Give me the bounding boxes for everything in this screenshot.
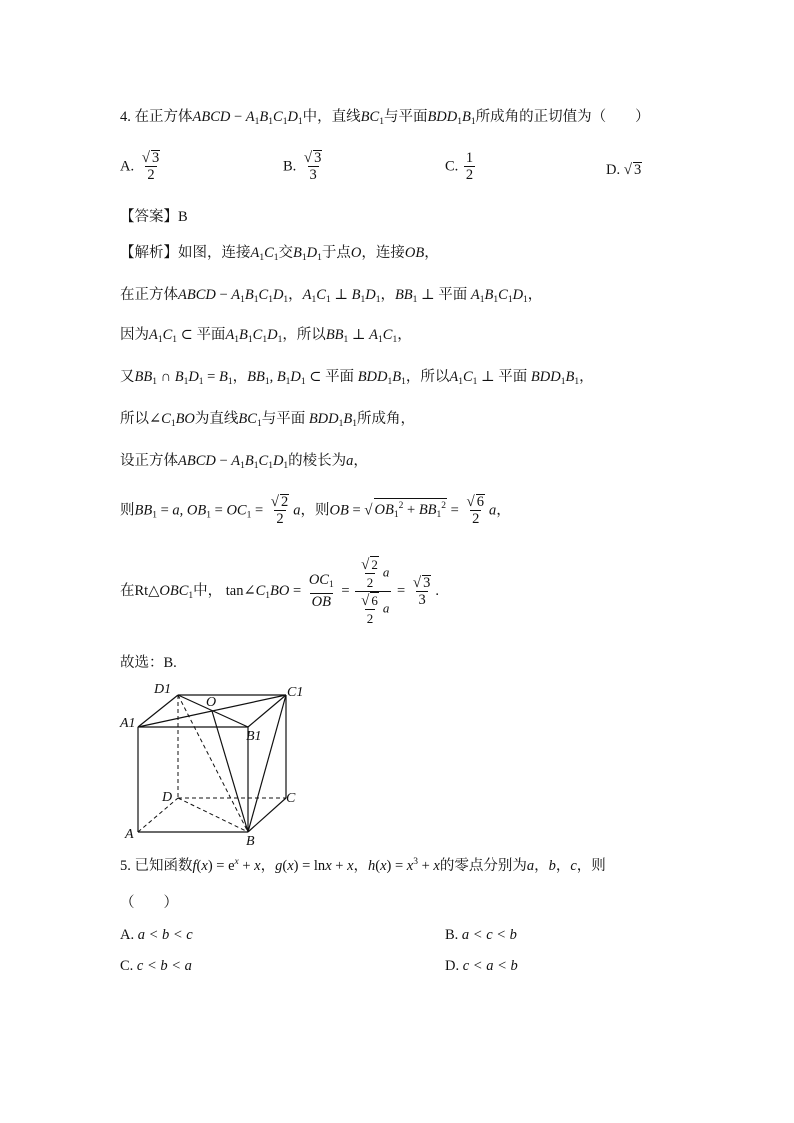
analysis-line-7: 则$BB_1 = a$, $OB_1 = OC_1$ = $\frac{√ 2}{2}$ a，则OB = √ $OB_1^2 + BB_1^2$ = $\frac{√ 6}{2}$ a， <box>120 494 511 527</box>
q5-stem: 5. 已知函数$f(x) = e^x + x$，g(x) = lnx + x，$h(x) = x^3 + x$的零点分别为a，b，c，则 <box>120 857 606 874</box>
q4-number: 4. <box>120 109 131 125</box>
label-d: D <box>162 790 173 805</box>
analysis-line-8: 在$Rt\triangle OBC_1$中， $\tan\angle C_1BO$ = $\frac{OC_1}{OB}$ = $\frac{√ 2}{2}$ a $\frac{√ 6}{2}$ a = $\frac{√ 3}{3}$ . <box>120 557 439 626</box>
label-b: B <box>246 834 255 848</box>
q4-option-a[interactable]: A. $\frac{√ 3}{2}$ <box>120 150 160 183</box>
label-o: O <box>206 695 217 710</box>
analysis-line-4: 又$BB_1$ ∩ $B_1D_1 = B_1$，$BB_1$, $B_1D_1$ ⊂ 平面 $BDD_1B_1$，所以$A_1C_1$ ⊥ 平面 $BDD_1B_1$， <box>120 369 594 387</box>
label-a: A <box>125 827 134 842</box>
q5-option-a[interactable]: A. a < b < c <box>120 927 193 943</box>
answer-value: B <box>178 209 188 225</box>
analysis-line-6: 设正方体ABCD − $A_1B_1C_1D_1$的棱长为a， <box>120 453 368 471</box>
q5-option-d[interactable]: D. c < a < b <box>445 958 518 974</box>
answer-line <box>120 210 188 225</box>
label-c1: C1 <box>287 685 304 700</box>
label-c: C <box>286 791 296 806</box>
q4-option-b[interactable]: B. $\frac{√ 3}{3}$ <box>283 150 322 183</box>
analysis-line-3: 因为$A_1C_1$ ⊂ 平面$A_1B_1C_1D_1$，所以$BB_1$ ⊥ $A_1C_1$， <box>120 327 412 345</box>
q4-option-c[interactable]: C. $\frac{1}{2}$ <box>445 150 474 183</box>
analysis-line-5: 所以$\angle C_1BO$为直线$BC_1$与平面 $BDD_1B_1$所成角， <box>120 411 415 429</box>
label-a1: A1 <box>120 716 136 731</box>
q5-option-c[interactable]: C. c < b < a <box>120 958 192 974</box>
q5-option-b[interactable]: B. a < c < b <box>445 927 517 943</box>
answer-tag: 【答案】 <box>120 209 178 225</box>
q5-number: 5. <box>120 858 131 874</box>
q4-stem: 4. 在正方体ABCD − $A_1B_1C_1D_1$中，直线$BC_1$与平面$BDD_1B_1$所成角的正切值为（ ） <box>120 109 650 127</box>
conclusion: 故选：B. <box>120 655 177 671</box>
label-d1: D1 <box>154 682 172 697</box>
cube-figure <box>118 680 318 848</box>
q5-paren: （ ） <box>120 895 178 911</box>
analysis-line-1: 【解析】如图，连接$A_1C_1$交$B_1D_1$于点O，连接OB， <box>120 245 439 263</box>
analysis-line-2: 在正方体ABCD − $A_1B_1C_1D_1$，$A_1C_1$ ⊥ $B_1D_1$，$BB_1$ ⊥ 平面 $A_1B_1C_1D_1$， <box>120 287 543 305</box>
label-b1: B1 <box>246 729 262 744</box>
analysis-tag: 【解析】 <box>120 245 178 261</box>
q4-option-d[interactable]: D. √ 3 <box>606 162 642 178</box>
